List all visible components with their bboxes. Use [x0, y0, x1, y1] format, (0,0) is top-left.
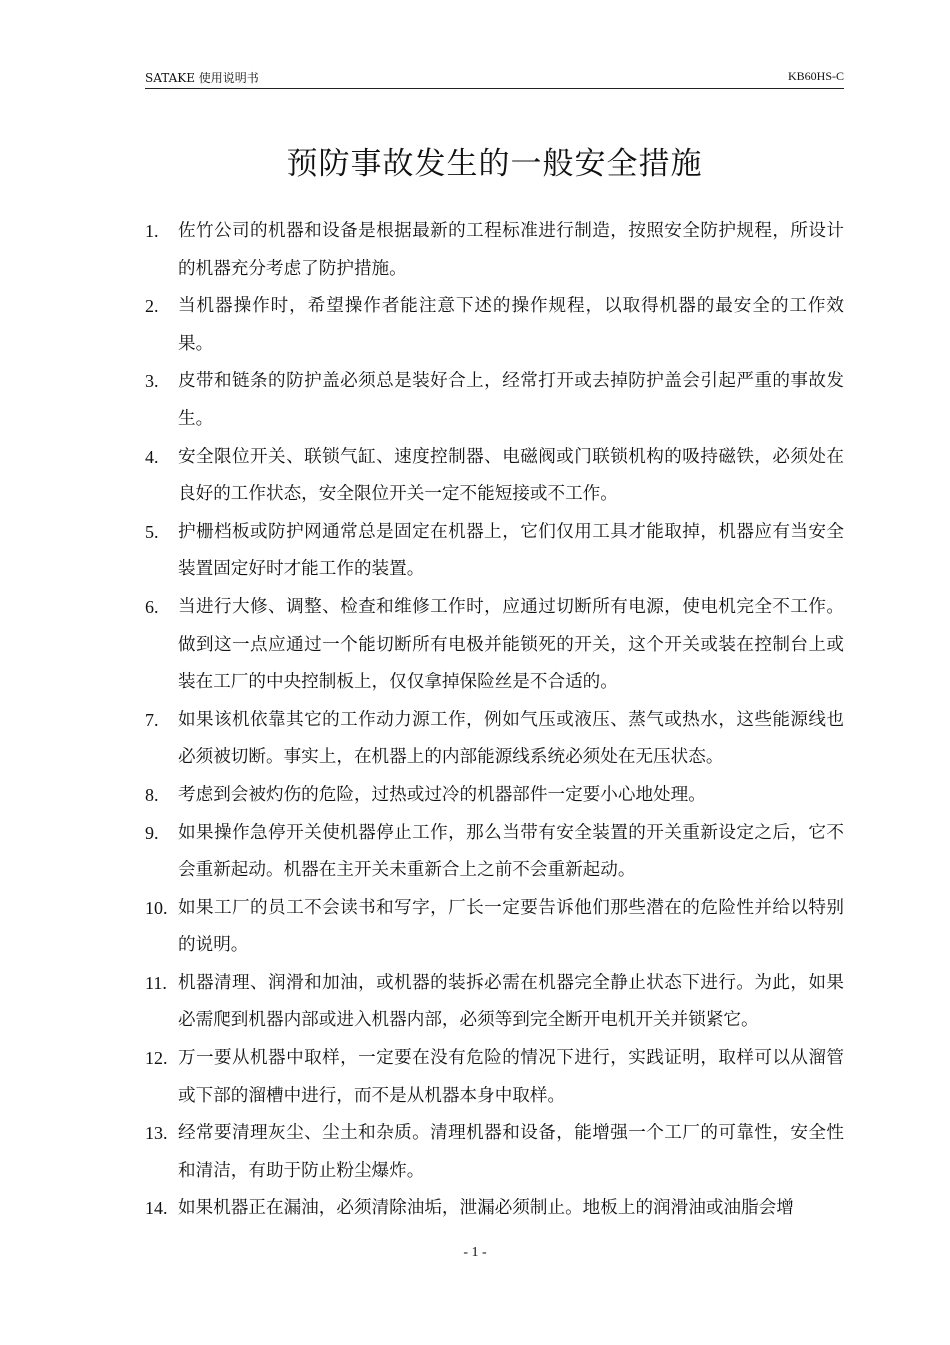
item-number: 12.	[145, 1048, 168, 1069]
item-text: 如果操作急停开关使机器停止工作，那么当带有安全装置的开关重新设定之后，它不会重新起动。机器在主开关未重新合上之前不会重新起动。	[178, 822, 844, 881]
item-text: 考虑到会被灼伤的危险，过热或过冷的机器部件一定要小心地处理。	[178, 784, 706, 805]
list-item	[145, 965, 844, 1040]
header-manual-title: SATAKE 使用说明书	[145, 71, 259, 85]
item-number: 14.	[145, 1198, 168, 1219]
item-text: 如果工厂的员工不会读书和写字，厂长一定要告诉他们那些潜在的危险性并给以特别的说明。	[178, 897, 844, 956]
item-number: 2.	[145, 296, 159, 317]
list-item	[145, 589, 844, 702]
list-item	[145, 1040, 844, 1115]
item-number: 3.	[145, 371, 159, 392]
item-text: 当进行大修、调整、检查和维修工作时，应通过切断所有电源，使电机完全不工作。做到这一点应通过一个能切断所有电极并能锁死的开关，这个开关或装在控制台上或装在工厂的中央控制板上，仅仅拿掉保险丝是不合适的。	[178, 596, 844, 693]
item-text: 皮带和链条的防护盖必须总是装好合上，经常打开或去掉防护盖会引起严重的事故发生。	[178, 371, 844, 429]
list-item	[145, 1190, 844, 1228]
item-text: 万一要从机器中取样，一定要在没有危险的情况下进行，实践证明，取样可以从溜管或下部的溜槽中进行，而不是从机器本身中取样。	[178, 1048, 844, 1106]
item-number: 4.	[145, 446, 159, 467]
item-text: 佐竹公司的机器和设备是根据最新的工程标准进行制造，按照安全防护规程，所设计的机器充分考虑了防护措施。	[178, 221, 844, 279]
item-text: 安全限位开关、联锁气缸、速度控制器、电磁阀或门联锁机构的吸持磁铁，必须处在良好的工作状态，安全限位开关一定不能短接或不工作。	[178, 446, 844, 505]
item-number: 13.	[145, 1123, 168, 1144]
header-model-number: KB60HS-C	[787, 69, 844, 83]
list-item	[145, 890, 844, 965]
item-number: 11.	[145, 972, 167, 993]
list-item	[145, 213, 844, 288]
item-number: 8.	[145, 784, 159, 805]
list-item	[145, 702, 844, 777]
item-text: 护栅档板或防护网通常总是固定在机器上，它们仅用工具才能取掉，机器应有当安全装置固定好时才能工作的装置。	[178, 521, 844, 580]
item-text: 如果该机依靠其它的工作动力源工作，例如气压或液压、蒸气或热水，这些能源线也必须被切断。事实上，在机器上的内部能源线系统必须处在无压状态。	[178, 709, 844, 768]
list-item	[145, 363, 844, 438]
item-number: 6.	[145, 596, 159, 617]
list-item	[145, 815, 844, 890]
page-title: 预防事故发生的一般安全措施	[286, 146, 703, 182]
page-number: - 1 -	[463, 1245, 487, 1260]
item-number: 7.	[145, 709, 159, 730]
page-header	[145, 66, 844, 89]
safety-measures-list	[145, 213, 844, 1228]
item-number: 5.	[145, 521, 159, 542]
item-number: 9.	[145, 822, 159, 843]
item-number: 1.	[145, 221, 159, 241]
item-text: 机器清理、润滑和加油，或机器的装拆必需在机器完全静止状态下进行。为此，如果必需爬到机器内部或进入机器内部，必须等到完全断开电机开关并锁紧它。	[178, 972, 844, 1031]
list-item	[145, 777, 844, 815]
list-item	[145, 514, 844, 589]
item-text: 经常要清理灰尘、尘土和杂质。清理机器和设备，能增强一个工厂的可靠性，安全性和清洁，有助于防止粉尘爆炸。	[178, 1123, 844, 1181]
list-item	[145, 1115, 844, 1190]
list-item	[145, 288, 844, 363]
list-item	[145, 439, 844, 514]
item-text: 当机器操作时，希望操作者能注意下述的操作规程，以取得机器的最安全的工作效果。	[178, 296, 844, 354]
item-number: 10.	[145, 897, 168, 918]
item-text: 如果机器正在漏油，必须清除油垢，泄漏必须制止。地板上的润滑油或油脂会增	[178, 1198, 794, 1219]
